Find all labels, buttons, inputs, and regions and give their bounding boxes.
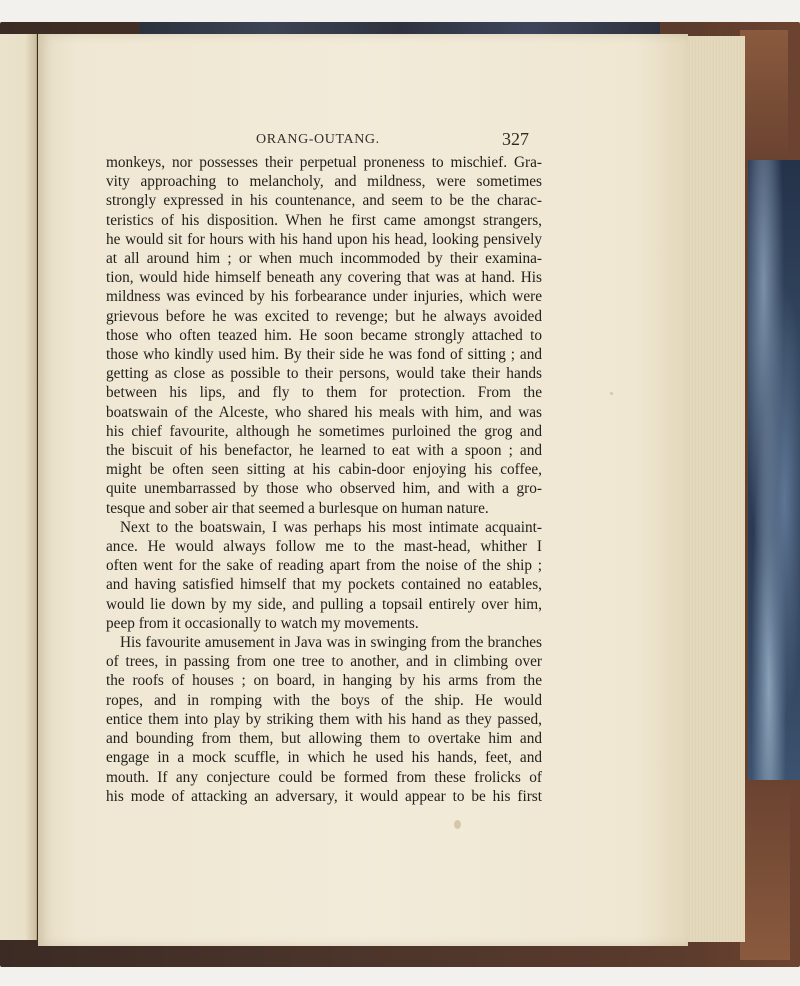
text-line: of trees, in passing from one tree to another, and in climbing over <box>106 653 542 671</box>
text-line: Next to the boatswain, I was perhaps his most intimate acquaint- <box>120 518 542 536</box>
text-line: would lie down by my side, and pulling a topsail entirely over him, <box>106 595 542 613</box>
marbled-board <box>748 160 800 780</box>
paragraph <box>106 518 542 633</box>
text-line: quite unembarrassed by those who observed him, and with a gro- <box>106 480 542 498</box>
text-line: those who kindly used him. By their side he was fond of sitting ; and <box>106 346 542 364</box>
text-line: monkeys, nor possesses their perpetual proneness to mischief. Gra- <box>106 154 542 171</box>
page-number: 327 <box>502 129 529 149</box>
text-line: those who often teazed him. He soon became strongly attached to <box>106 326 542 344</box>
body-text <box>106 153 542 806</box>
text-line: strongly expressed in his countenance, and seem to be the charac- <box>106 192 542 210</box>
text-line: his mode of attacking an adversary, it would appear to be his first <box>106 787 542 805</box>
text-line: often went for the sake of reading apart from the noise of the ship ; <box>106 557 542 575</box>
paragraph <box>106 153 542 518</box>
paper-speck <box>610 392 613 395</box>
text-line: boatswain of the Alceste, who shared his meals with him, and was <box>106 403 542 421</box>
text-line: entice them into play by striking them with his hand as they passed, <box>106 710 542 728</box>
text-line: His favourite amusement in Java was in swinging from the branches <box>120 634 542 652</box>
text-line: he would sit for hours with his hand upon his head, looking pensively <box>106 230 542 248</box>
text-line: might be often seen sitting at his cabin-door enjoying his coffee, <box>106 461 542 479</box>
leather-corner-top <box>740 30 788 160</box>
text-line: engage in a mock scuffle, in which he used his hands, feet, and <box>106 749 542 767</box>
leather-corner-bottom <box>740 780 790 960</box>
text-line: tesque and sober air that seemed a burlesque on human nature. <box>106 499 489 517</box>
text-line: tion, would hide himself beneath any covering that was at hand. His <box>106 269 542 287</box>
paragraph <box>106 633 542 806</box>
text-line: grievous before he was excited to revenge; but he always avoided <box>106 307 542 325</box>
text-line: ance. He would always follow me to the mast-head, whither I <box>106 538 542 556</box>
running-head: ORANG-OUTANG. <box>256 132 380 147</box>
text-line: and having satisfied himself that my pockets contained no eatables, <box>106 576 542 594</box>
text-line: peep from it occasionally to watch my movements. <box>106 614 419 632</box>
page-block-edges <box>682 36 745 942</box>
text-line: getting as close as possible to their persons, would take their hands <box>106 365 542 383</box>
text-line: ropes, and in romping with the boys of the ship. He would <box>106 691 542 709</box>
text-line: the roofs of houses ; on board, in hanging by his arms from the <box>106 672 542 690</box>
facing-page-edge <box>0 34 37 940</box>
paper-speck <box>454 820 461 829</box>
text-line: teristics of his disposition. When he first came amongst strangers, <box>106 211 542 229</box>
text-line: mildness was evinced by his forbearance under injuries, which were <box>106 288 542 306</box>
text-line: the biscuit of his benefactor, he learned to eat with a spoon ; and <box>106 442 542 460</box>
text-line: at all around him ; or when much incommoded by their examina- <box>106 250 542 268</box>
text-line: vity approaching to melancholy, and mildness, were sometimes <box>106 173 542 191</box>
text-line: mouth. If any conjecture could be formed from these frolicks of <box>106 768 542 786</box>
text-line: his chief favourite, although he sometimes purloined the grog and <box>106 422 542 440</box>
text-line: between his lips, and fly to them for protection. From the <box>106 384 542 402</box>
text-line: and bounding from them, but allowing them to overtake him and <box>106 730 542 748</box>
